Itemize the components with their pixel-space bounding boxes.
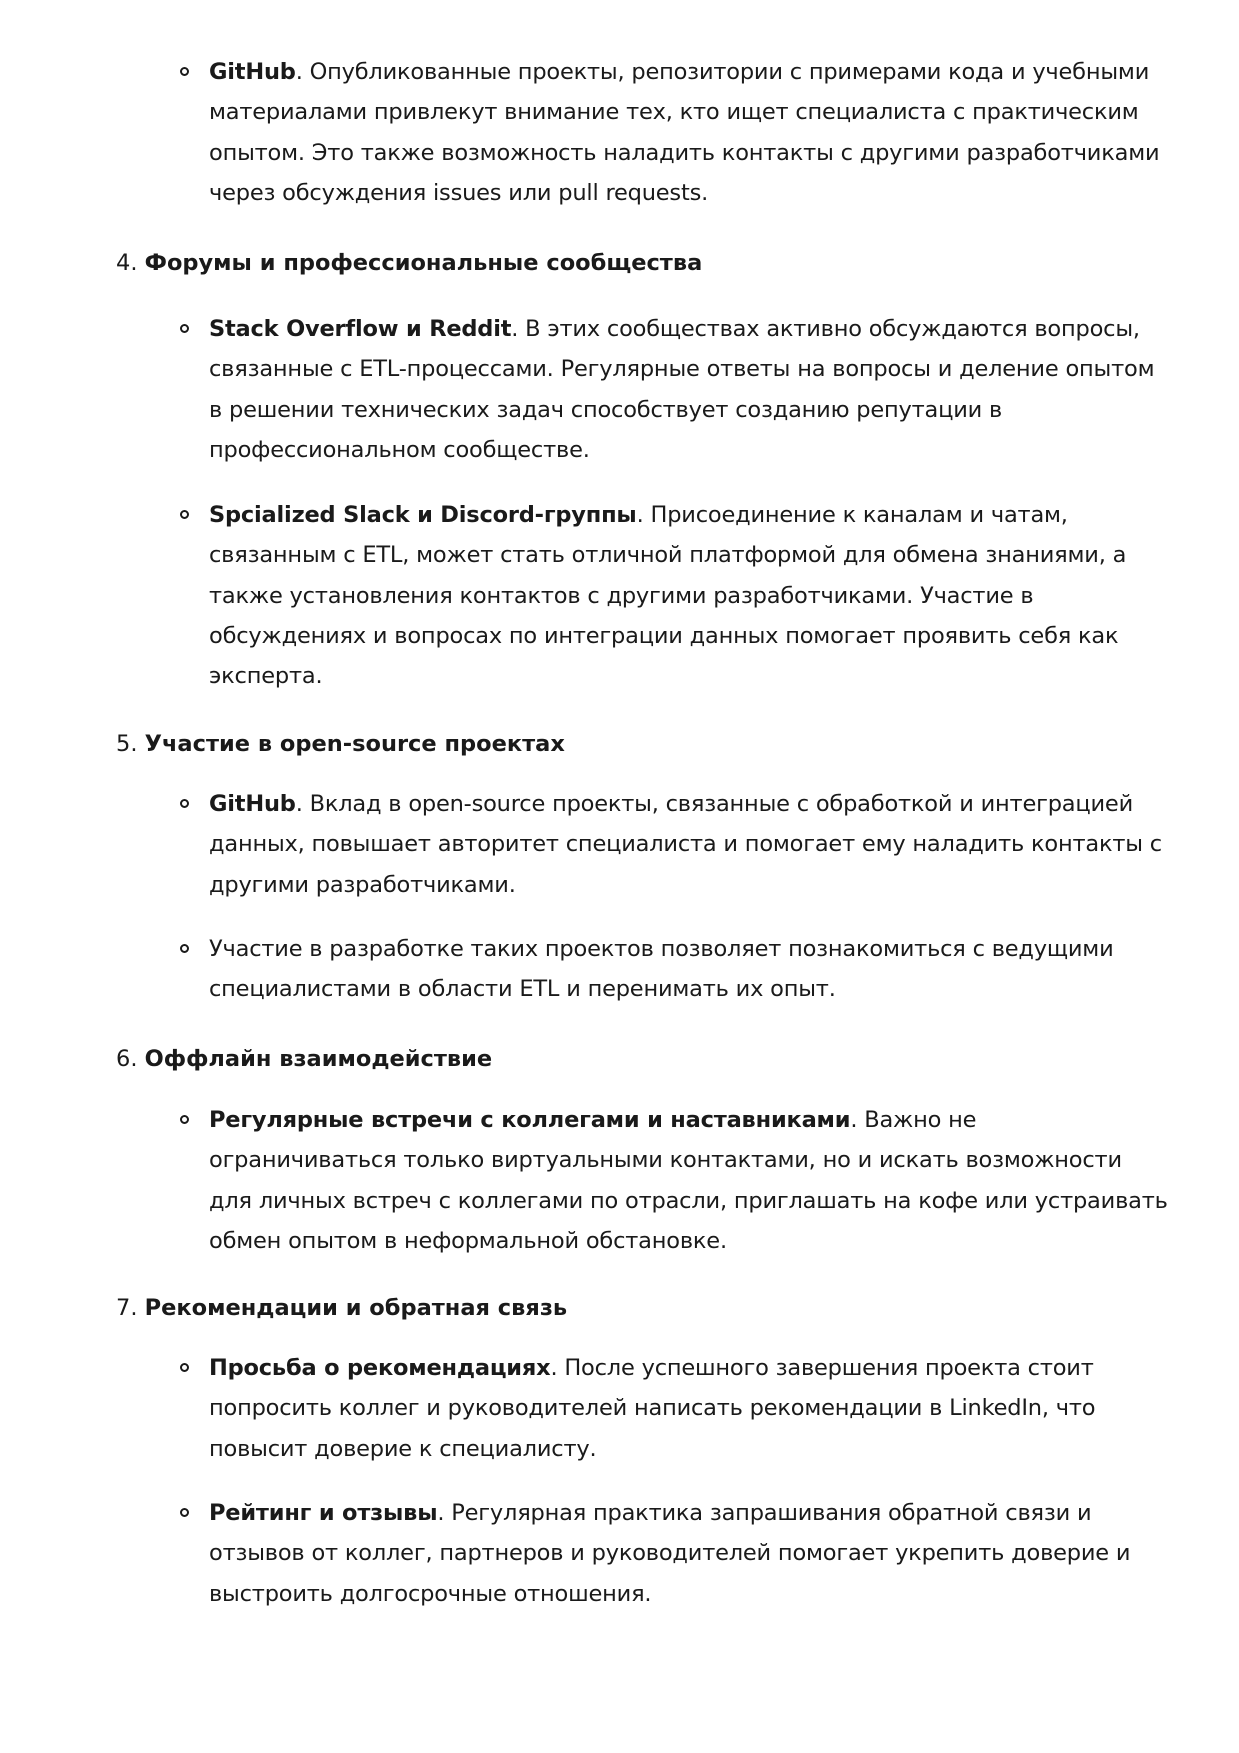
section-heading-7 bbox=[116, 1288, 567, 1328]
section-number: 6. bbox=[116, 1046, 138, 1072]
section-number: 4. bbox=[116, 250, 138, 276]
section-title: Форумы и профессиональные сообщества bbox=[144, 250, 703, 276]
section-number: 7. bbox=[116, 1295, 138, 1321]
section-title: Оффлайн взаимодействие bbox=[144, 1046, 493, 1072]
section-heading-4 bbox=[116, 243, 702, 283]
bullet-rating-reviews bbox=[209, 1493, 1169, 1614]
section-title: Рекомендации и обратная связь bbox=[144, 1295, 568, 1321]
bullet-github-opensource bbox=[209, 784, 1169, 905]
bullet-bold-text: Stack Overflow и Reddit bbox=[209, 316, 512, 342]
bullet-circle-icon bbox=[180, 67, 189, 76]
bullet-circle-icon bbox=[180, 944, 189, 953]
bullet-bold-text: GitHub bbox=[209, 59, 296, 85]
bullet-opensource-participation bbox=[209, 929, 1169, 1010]
bullet-circle-icon bbox=[180, 1508, 189, 1517]
bullet-text: . После успешного завершения проекта стоит попросить коллег и руководителей написать рекомендации в LinkedIn, что повысит доверие к специалисту. bbox=[209, 1355, 1096, 1462]
bullet-github-publications bbox=[209, 52, 1169, 213]
bullet-text: . Вклад в open-source проекты, связанные с обработкой и интеграцией данных, повышает авторитет специалиста и помогает ему наладить контакты с другими разработчиками. bbox=[209, 791, 1162, 898]
section-heading-6 bbox=[116, 1039, 492, 1079]
bullet-slack-discord bbox=[209, 495, 1169, 696]
bullet-bold-text: Рейтинг и отзывы bbox=[209, 1500, 438, 1526]
bullet-circle-icon bbox=[180, 1363, 189, 1372]
bullet-text: . В этих сообществах активно обсуждаются вопросы, связанные с ETL-процессами. Регулярные ответы на вопросы и деление опытом в решении технических задач способствует созданию репутации в профессиональном сообществе. bbox=[209, 316, 1155, 463]
bullet-circle-icon bbox=[180, 510, 189, 519]
bullet-circle-icon bbox=[180, 1115, 189, 1124]
bullet-circle-icon bbox=[180, 324, 189, 333]
section-number: 5. bbox=[116, 731, 138, 757]
bullet-stackoverflow-reddit bbox=[209, 309, 1169, 470]
bullet-bold-text: Просьба о рекомендациях bbox=[209, 1355, 551, 1381]
bullet-bold-text: GitHub bbox=[209, 791, 296, 817]
bullet-text: . Опубликованные проекты, репозитории с примерами кода и учебными материалами привлекут внимание тех, кто ищет специалиста с практическим опытом. Это также возможность наладить контакты с другими разработчиками через обсуждения issues или pull requests. bbox=[209, 59, 1160, 206]
bullet-bold-text: Регулярные встречи с коллегами и наставниками bbox=[209, 1107, 851, 1133]
bullet-bold-text: Spcialized Slack и Discord-группы bbox=[209, 502, 637, 528]
section-heading-5 bbox=[116, 724, 565, 764]
bullet-text: . Регулярная практика запрашивания обратной связи и отзывов от коллег, партнеров и руководителей помогает укрепить доверие и выстроить долгосрочные отношения. bbox=[209, 1500, 1131, 1607]
bullet-text: . Важно не ограничиваться только виртуальными контактами, но и искать возможности для личных встреч с коллегами по отрасли, приглашать на кофе или устраивать обмен опытом в неформальной обстановке. bbox=[209, 1107, 1168, 1254]
bullet-text: Участие в разработке таких проектов позволяет познакомиться с ведущими специалистами в области ETL и перенимать их опыт. bbox=[209, 936, 1114, 1003]
bullet-circle-icon bbox=[180, 799, 189, 808]
bullet-text: . Присоединение к каналам и чатам, связанным с ETL, может стать отличной платформой для обмена знаниями, а также установления контактов с другими разработчиками. Участие в обсуждениях и вопросах по интеграции данных помогает проявить себя как эксперта. bbox=[209, 502, 1127, 690]
section-title: Участие в open-source проектах bbox=[144, 731, 565, 757]
bullet-recommendations-request bbox=[209, 1348, 1169, 1469]
bullet-offline-meetings bbox=[209, 1100, 1169, 1261]
